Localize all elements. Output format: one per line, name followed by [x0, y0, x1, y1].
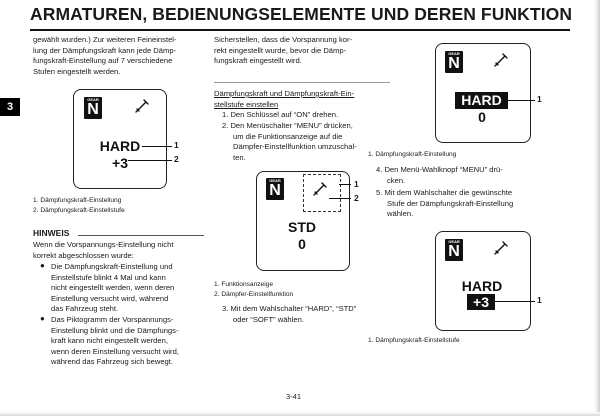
callout-number-1: 1	[537, 295, 542, 305]
callout-number-1: 1	[537, 94, 542, 104]
gear-indicator-icon: GEAR N	[445, 51, 463, 73]
gear-indicator-icon: GEAR N	[84, 97, 102, 119]
page-bottom-shadow	[0, 412, 600, 416]
callout-number-1: 1	[174, 140, 179, 150]
suspension-tool-icon	[133, 97, 151, 115]
callout-number-2: 2	[354, 193, 359, 203]
callout-line-1	[495, 301, 535, 302]
bullet-dot-1: ●	[40, 261, 45, 270]
damping-mode-value: HARD	[455, 92, 508, 109]
title-divider	[30, 29, 570, 31]
hinweis-bullet-2: Das Piktogramm der Vorspannungs- Einstellung blinkt und die Dämpfungs- kraft kann nicht eingestellt werden, wenn deren Einstellung versucht wird, während das Fahrzeug sich bewegt.	[51, 315, 179, 367]
callout-line-1	[142, 146, 172, 147]
col1-intro: gewählt wurden.) Zur weiteren Feineinstel- lung der Dämpfungskraft kann jede Dämp- fungskraft-Einstellung auf 7 verschiedene Stufen eingestellt werden.	[33, 35, 177, 76]
hinweis-bullet-1: Die Dämpfungskraft-Einstellung und Einstellstufe blinkt 4 Mal und kann nicht eingestellt werden, wenn deren Einstellung versucht wird, während das Fahrzeug steht.	[51, 262, 175, 314]
damping-mode-value: HARD	[99, 138, 141, 154]
callout-number-1: 1	[354, 179, 359, 189]
hinweis-rule	[78, 235, 204, 236]
figure2-captions: 1. Funktionsanzeige 2. Dämpfer-Einstellfunktion	[214, 281, 294, 298]
hinweis-heading: HINWEIS	[33, 228, 70, 238]
gear-indicator-icon: GEAR N	[266, 178, 284, 200]
page-title: ARMATUREN, BEDIENUNGSELEMENTE UND DEREN FUNKTION	[30, 4, 573, 24]
step-4: 4. Den Menü-Wahlknopf “MENU” drü- cken.	[376, 165, 503, 185]
figure4-caption: 1. Dämpfungskraft-Einstellstufe	[368, 337, 460, 344]
damping-level-value: 0	[298, 236, 306, 252]
callout-line-2	[329, 198, 351, 199]
suspension-tool-icon	[311, 180, 329, 198]
page-edge-shadow	[594, 0, 600, 416]
damping-level-value: +3	[112, 155, 128, 171]
section-title: Dämpfungskraft und Dämpfungskraft-Ein- stellstufe einstellen	[214, 89, 355, 109]
page-number: 3-41	[286, 392, 302, 401]
step-2: 2. Den Menüschalter “MENU” drücken, um die Funktionsanzeige auf die Dämpfer-Einstellfunktion umzuschal- ten.	[222, 121, 357, 162]
col2-intro: Sicherstellen, dass die Vorspannung kor- rekt eingestellt wurde, bevor die Dämp- fungskraft eingestellt wird.	[214, 35, 353, 66]
step-3: 3. Mit dem Wahlschalter “HARD”, “STD” oder “SOFT” wählen.	[222, 304, 357, 324]
col2-top-rule	[214, 82, 390, 83]
callout-line-1	[339, 184, 351, 185]
gear-indicator-icon: GEAR N	[445, 239, 463, 261]
damping-level-value: +3	[467, 294, 495, 310]
figure3-caption: 1. Dämpfungskraft-Einstellung	[368, 151, 457, 158]
callout-line-2	[128, 160, 172, 161]
callout-line-1	[508, 100, 535, 101]
callout-number-2: 2	[174, 154, 179, 164]
chapter-tab: 3	[0, 98, 20, 116]
damping-mode-value: STD	[288, 219, 316, 235]
step-1: 1. Den Schlüssel auf “ON” drehen.	[222, 110, 339, 119]
bullet-dot-2: ●	[40, 314, 45, 323]
figure1-captions: 1. Dämpfungskraft-Einstellung 2. Dämpfungskraft-Einstellstufe	[33, 197, 125, 214]
suspension-tool-icon	[492, 51, 510, 69]
damping-mode-value: HARD	[461, 278, 503, 294]
suspension-tool-icon	[492, 239, 510, 257]
damping-level-value: 0	[478, 109, 486, 125]
step-5: 5. Mit dem Wahlschalter die gewünschte Stufe der Dämpfungskraft-Einstellung wählen.	[376, 188, 514, 219]
hinweis-intro: Wenn die Vorspannungs-Einstellung nicht korrekt abgeschlossen wurde:	[33, 240, 174, 260]
